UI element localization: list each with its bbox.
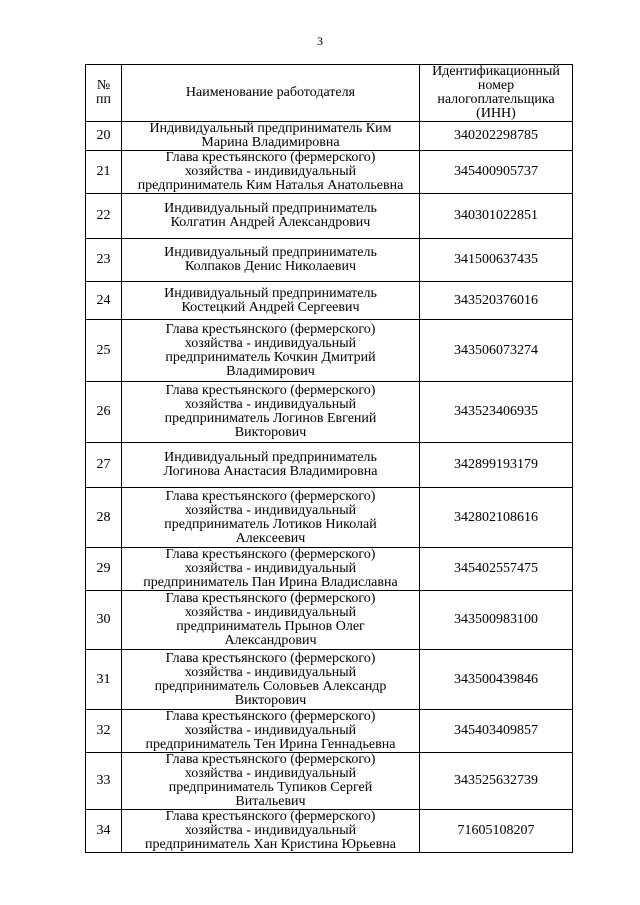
row-num: 32 (86, 710, 122, 753)
employer-name: Индивидуальный предприниматель Костецкий Андрей Сергеевич (122, 282, 420, 320)
row-num: 23 (86, 239, 122, 282)
employer-name: Глава крестьянского (фермерского) хозяйства - индивидуальный предприниматель Пан Ирина Владиславна (122, 548, 420, 591)
employer-name: Глава крестьянского (фермерского) хозяйства - индивидуальный предприниматель Прынов Олег Александрович (122, 591, 420, 650)
row-num: 28 (86, 488, 122, 548)
inn-value: 345400905737 (420, 151, 573, 194)
table-row (86, 382, 573, 443)
inn-value: 343500439846 (420, 650, 573, 710)
inn-value: 345402557475 (420, 548, 573, 591)
table-row (86, 753, 573, 810)
table-row (86, 810, 573, 853)
header-employer-name: Наименование работодателя (122, 65, 420, 122)
page-number: 3 (317, 34, 323, 48)
row-num: 24 (86, 282, 122, 320)
inn-value: 343525632739 (420, 753, 573, 810)
table-row (86, 194, 573, 239)
employer-name: Глава крестьянского (фермерского) хозяйства - индивидуальный предприниматель Соловьев Александр Викторович (122, 650, 420, 710)
row-num: 25 (86, 320, 122, 382)
table-row (86, 443, 573, 488)
row-num: 26 (86, 382, 122, 443)
table-row (86, 488, 573, 548)
row-num: 22 (86, 194, 122, 239)
inn-value: 341500637435 (420, 239, 573, 282)
inn-value: 340301022851 (420, 194, 573, 239)
row-num: 29 (86, 548, 122, 591)
inn-value: 343500983100 (420, 591, 573, 650)
inn-value: 340202298785 (420, 122, 573, 151)
table-row (86, 710, 573, 753)
row-num: 20 (86, 122, 122, 151)
table-header-row (86, 65, 573, 122)
header-inn: Идентификационный номер налогоплательщика (ИНН) (420, 65, 573, 122)
employer-name: Глава крестьянского (фермерского) хозяйства - индивидуальный предприниматель Тупиков Сергей Витальевич (122, 753, 420, 810)
employer-name: Глава крестьянского (фермерского) хозяйства - индивидуальный предприниматель Хан Кристина Юрьевна (122, 810, 420, 853)
inn-value: 343506073274 (420, 320, 573, 382)
table-row (86, 320, 573, 382)
inn-value: 342802108616 (420, 488, 573, 548)
row-num: 30 (86, 591, 122, 650)
table-row (86, 239, 573, 282)
row-num: 34 (86, 810, 122, 853)
employer-name: Глава крестьянского (фермерского) хозяйства - индивидуальный предприниматель Лотиков Николай Алексеевич (122, 488, 420, 548)
inn-value: 71605108207 (420, 810, 573, 853)
employer-name: Глава крестьянского (фермерского) хозяйства - индивидуальный предприниматель Логинов Евгений Викторович (122, 382, 420, 443)
inn-value: 342899193179 (420, 443, 573, 488)
employer-name: Индивидуальный предприниматель Ким Марина Владимировна (122, 122, 420, 151)
employer-name: Индивидуальный предприниматель Колгатин Андрей Александрович (122, 194, 420, 239)
row-num: 21 (86, 151, 122, 194)
employer-name: Глава крестьянского (фермерского) хозяйства - индивидуальный предприниматель Тен Ирина Геннадьевна (122, 710, 420, 753)
table-row (86, 151, 573, 194)
employer-name: Индивидуальный предприниматель Логинова Анастасия Владимировна (122, 443, 420, 488)
employers-table (85, 64, 573, 853)
table-row (86, 591, 573, 650)
inn-value: 345403409857 (420, 710, 573, 753)
employer-name: Глава крестьянского (фермерского) хозяйства - индивидуальный предприниматель Ким Наталья Анатольевна (122, 151, 420, 194)
inn-value: 343520376016 (420, 282, 573, 320)
table-row (86, 548, 573, 591)
employer-name: Индивидуальный предприниматель Колпаков Денис Николаевич (122, 239, 420, 282)
row-num: 33 (86, 753, 122, 810)
header-num: № пп (86, 65, 122, 122)
table-row (86, 122, 573, 151)
employer-name: Глава крестьянского (фермерского) хозяйства - индивидуальный предприниматель Кочкин Дмитрий Владимирович (122, 320, 420, 382)
table-row (86, 650, 573, 710)
table-row (86, 282, 573, 320)
inn-value: 343523406935 (420, 382, 573, 443)
row-num: 31 (86, 650, 122, 710)
row-num: 27 (86, 443, 122, 488)
